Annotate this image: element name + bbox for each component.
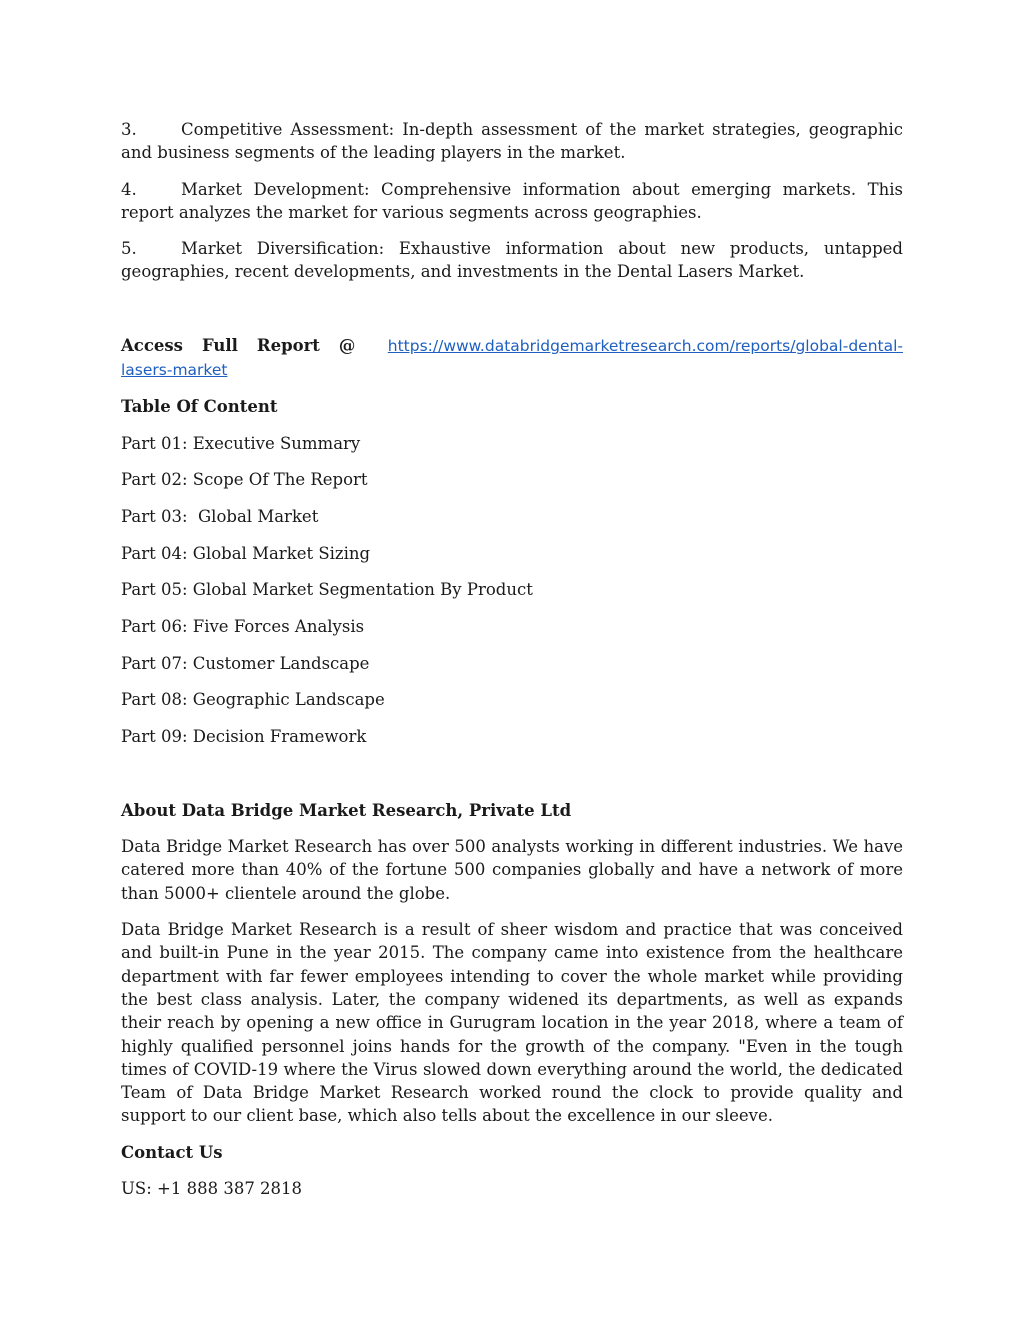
toc-item-02: Part 02: Scope Of The Report (121, 470, 368, 490)
item-number: 4. (121, 179, 137, 199)
numbered-item-3 (121, 118, 903, 165)
toc-item-05: Part 05: Global Market Segmentation By Product (121, 580, 533, 600)
numbered-item-5 (121, 237, 903, 284)
toc-item-09: Part 09: Decision Framework (121, 727, 367, 747)
toc-item-06: Part 06: Five Forces Analysis (121, 617, 365, 637)
report-link[interactable]: https://www.databridgemarketresearch.com/reports/global-dental-lasers-market (121, 336, 903, 380)
toc-heading: Table Of Content (121, 397, 278, 417)
access-full-report (121, 334, 903, 383)
access-label: Access Full Report @ (121, 335, 356, 355)
item-text: Market Development: Comprehensive information about emerging markets. This report analyzes the market for various segments across geographies. (121, 179, 903, 222)
item-number: 5. (121, 239, 137, 259)
toc-item-03: Part 03: Global Market (121, 507, 319, 527)
numbered-item-4 (121, 178, 903, 225)
spacer (121, 762, 903, 799)
about-paragraph-2: Data Bridge Market Research is a result of sheer wisdom and practice that was conceived and built-in Pune in the year 2015. The company came into existence from the healthcare department with far fewer employees intending to cover the whole market while providing the best class analysis. Later, the company widened its departments, as well as expands their reach by opening a new office in Gurugram location in the year 2018, where a team of highly qualified personnel joins hands for the growth of the company. "Even in the tough times of COVID-19 where the Virus slowed down everything around the world, the dedicated Team of Data Bridge Market Research worked round the clock to provide quality and support to our client base, which also tells about the excellence in our sleeve. (121, 920, 903, 1126)
toc-item-07: Part 07: Customer Landscape (121, 653, 370, 673)
toc-item-01: Part 01: Executive Summary (121, 433, 361, 453)
document-page (121, 118, 903, 1200)
item-text: Competitive Assessment: In-depth assessment of the market strategies, geographic and business segments of the leading players in the market. (121, 120, 903, 163)
item-text: Market Diversification: Exhaustive information about new products, untapped geographies, recent developments, and investments in the Dental Lasers Market. (121, 239, 903, 282)
about-paragraph-1: Data Bridge Market Research has over 500 analysts working in different industries. We have catered more than 40% of the fortune 500 companies globally and have a network of more than 5000+ clientele around the globe. (121, 837, 903, 903)
contact-heading: Contact Us (121, 1142, 223, 1162)
item-number: 3. (121, 120, 137, 139)
toc-item-04: Part 04: Global Market Sizing (121, 543, 371, 563)
spacer (121, 297, 903, 334)
toc-item-08: Part 08: Geographic Landscape (121, 690, 385, 710)
about-heading: About Data Bridge Market Research, Private Ltd (121, 800, 572, 820)
contact-us-phone: US: +1 888 387 2818 (121, 1179, 303, 1199)
